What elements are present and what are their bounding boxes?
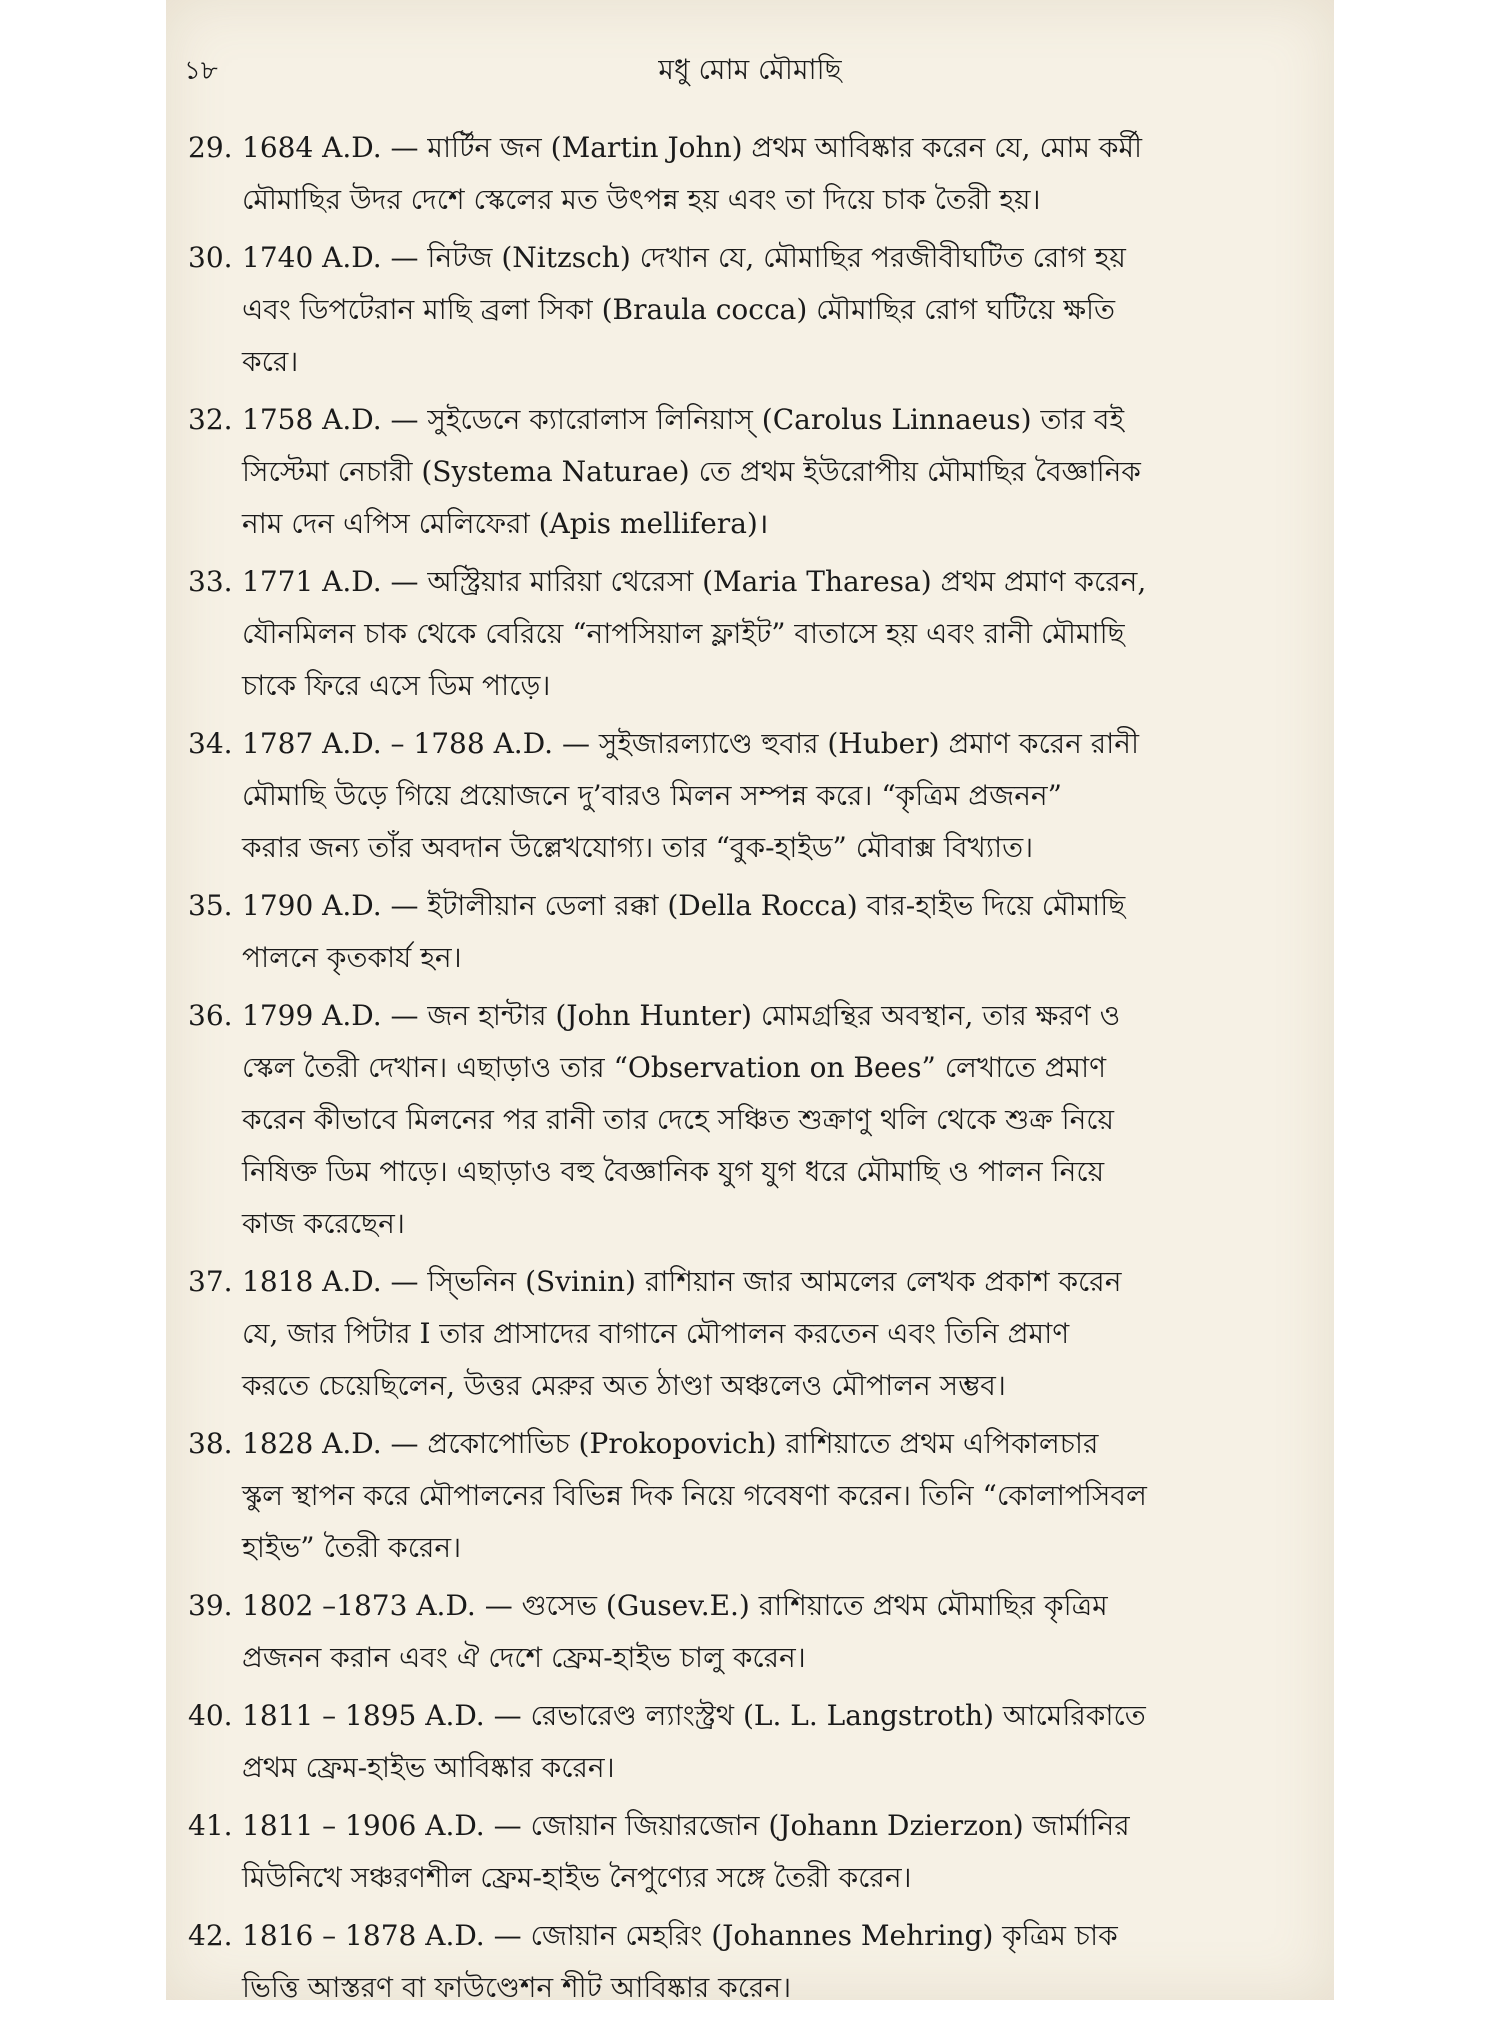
entry-line: নাম দেন এপিস মেলিফেরা (Apis mellifera)। — [242, 507, 769, 540]
entry-line: প্রথম ফ্রেম-হাইভ আবিষ্কার করেন। — [242, 1751, 615, 1784]
timeline-entry — [188, 1418, 1308, 1574]
entry-line: 1787 A.D. – 1788 A.D. — সুইজারল্যাণ্ডে হুবার (Huber) প্রমাণ করেন রানী — [242, 727, 1139, 760]
entry-line: 1684 A.D. — মার্টিন জন (Martin John) প্রথম আবিষ্কার করেন যে, মোম কর্মী — [242, 131, 1143, 164]
entry-line: মৌমাছি উড়ে গিয়ে প্রয়োজনে দু’বারও মিলন সম্পন্ন করে। “কৃত্রিম প্রজনন” — [242, 779, 1062, 812]
timeline-entry — [188, 990, 1308, 1250]
entry-line: 1771 A.D. — অস্ট্রিয়ার মারিয়া থেরেসা (Maria Tharesa) প্রথম প্রমাণ করেন, — [242, 565, 1147, 598]
entry-number: 40. — [188, 1699, 233, 1732]
entry-line: 1802 –1873 A.D. — গুসেভ (Gusev.E.) রাশিয়াতে প্রথম মৌমাছির কৃত্রিম — [242, 1589, 1108, 1622]
entry-line: মৌমাছির উদর দেশে স্কেলের মত উৎপন্ন হয় এবং তা দিয়ে চাক তৈরী হয়। — [242, 183, 1041, 216]
book-title: মধু মোম মৌমাছি — [658, 53, 842, 86]
entry-line: 1828 A.D. — প্রকোপোভিচ (Prokopovich) রাশিয়াতে প্রথম এপিকালচার — [242, 1427, 1099, 1460]
entry-number: 34. — [188, 727, 233, 760]
entry-number: 30. — [188, 241, 233, 274]
entry-line: 1818 A.D. — স্ভিনিন (Svinin) রাশিয়ান জার আমলের লেখক প্রকাশ করেন — [242, 1265, 1122, 1298]
running-head — [166, 42, 1334, 92]
book-page — [166, 0, 1334, 2004]
timeline-entry — [188, 232, 1308, 388]
entry-number: 29. — [188, 131, 233, 164]
entry-line: কাজ করেছেন। — [242, 1207, 405, 1240]
entry-line: 1816 – 1878 A.D. — জোয়ান মেহরিং (Johannes Mehring) কৃত্রিম চাক — [242, 1919, 1118, 1952]
timeline-entry — [188, 1256, 1308, 1412]
entry-line: স্কুল স্থাপন করে মৌপালনের বিভিন্ন দিক নিয়ে গবেষণা করেন। তিনি “কোলাপসিবল — [242, 1479, 1147, 1512]
entry-number: 39. — [188, 1589, 233, 1622]
entry-line: 1811 – 1895 A.D. — রেভারেণ্ড ল্যাংস্ট্রথ (L. L. Langstroth) আমেরিকাতে — [242, 1699, 1146, 1732]
entry-number: 32. — [188, 403, 233, 436]
entry-line: পালনে কৃতকার্য হন। — [242, 941, 462, 974]
timeline-entry — [188, 1910, 1308, 2014]
entry-line: নিষিক্ত ডিম পাড়ে। এছাড়াও বহু বৈজ্ঞানিক যুগ যুগ ধরে মৌমাছি ও পালন নিয়ে — [242, 1155, 1105, 1188]
timeline-entry — [188, 1580, 1308, 1684]
entry-line: স্কেল তৈরী দেখান। এছাড়াও তার “Observation on Bees” লেখাতে প্রমাণ — [242, 1051, 1107, 1084]
timeline-entry — [188, 1800, 1308, 1904]
timeline-entry — [188, 122, 1308, 226]
entry-line: 1758 A.D. — সুইডেনে ক্যারোলাস লিনিয়াস্ (Carolus Linnaeus) তার বই — [242, 403, 1125, 436]
entry-line: চাকে ফিরে এসে ডিম পাড়ে। — [242, 669, 551, 702]
entry-line: করেন কীভাবে মিলনের পর রানী তার দেহে সঞ্চিত শুক্রাণু থলি থেকে শুক্র নিয়ে — [242, 1103, 1115, 1136]
entry-line: যৌনমিলন চাক থেকে বেরিয়ে “নাপসিয়াল ফ্লাইট” বাতাসে হয় এবং রানী মৌমাছি — [242, 617, 1125, 650]
entry-line: 1740 A.D. — নিটজ (Nitzsch) দেখান যে, মৌমাছির পরজীবীঘটিত রোগ হয় — [242, 241, 1126, 274]
timeline-entry — [188, 718, 1308, 874]
entry-line: 1799 A.D. — জন হান্টার (John Hunter) মোমগ্রন্থির অবস্থান, তার ক্ষরণ ও — [242, 999, 1121, 1032]
page-number: ১৮ — [184, 56, 218, 86]
entry-number: 37. — [188, 1265, 233, 1298]
timeline-entry — [188, 394, 1308, 550]
entry-line: করার জন্য তাঁর অবদান উল্লেখযোগ্য। তার “বুক-হাইড” মৌবাক্স বিখ্যাত। — [242, 831, 1034, 864]
entry-line: করতে চেয়েছিলেন, উত্তর মেরুর অত ঠাণ্ডা অঞ্চলেও মৌপালন সম্ভব। — [242, 1369, 1006, 1402]
entry-line: 1811 – 1906 A.D. — জোয়ান জিয়ারজোন (Johann Dzierzon) জার্মানির — [242, 1809, 1130, 1842]
entry-line: 1790 A.D. — ইটালীয়ান ডেলা রক্কা (Della Rocca) বার-হাইভ দিয়ে মৌমাছি — [242, 889, 1126, 922]
timeline-entry — [188, 556, 1308, 712]
entry-number: 42. — [188, 1919, 233, 1952]
timeline-entry — [188, 880, 1308, 984]
entry-line: মিউনিখে সঞ্চরণশীল ফ্রেম-হাইভ নৈপুণ্যের সঙ্গে তৈরী করেন। — [242, 1861, 912, 1894]
entry-line: যে, জার পিটার I তার প্রাসাদের বাগানে মৌপালন করতেন এবং তিনি প্রমাণ — [242, 1317, 1070, 1350]
entry-number: 36. — [188, 999, 233, 1032]
entry-line: সিস্টেমা নেচারী (Systema Naturae) তে প্রথম ইউরোপীয় মৌমাছির বৈজ্ঞানিক — [242, 455, 1141, 488]
entry-line: হাইভ” তৈরী করেন। — [242, 1531, 462, 1564]
entry-number: 41. — [188, 1809, 233, 1842]
entry-number: 38. — [188, 1427, 233, 1460]
entry-line: এবং ডিপটেরান মাছি ব্রলা সিকা (Braula cocca) মৌমাছির রোগ ঘটিয়ে ক্ষতি — [242, 293, 1116, 326]
entry-number: 35. — [188, 889, 233, 922]
entry-line: করে। — [242, 345, 299, 378]
timeline-entries — [188, 122, 1308, 2020]
entry-line: প্রজনন করান এবং ঐ দেশে ফ্রেম-হাইভ চালু করেন। — [242, 1641, 806, 1674]
timeline-entry — [188, 1690, 1308, 1794]
entry-line: ভিত্তি আস্তরণ বা ফাউণ্ডেশন শীট আবিষ্কার করেন। — [242, 1971, 792, 2004]
entry-number: 33. — [188, 565, 233, 598]
